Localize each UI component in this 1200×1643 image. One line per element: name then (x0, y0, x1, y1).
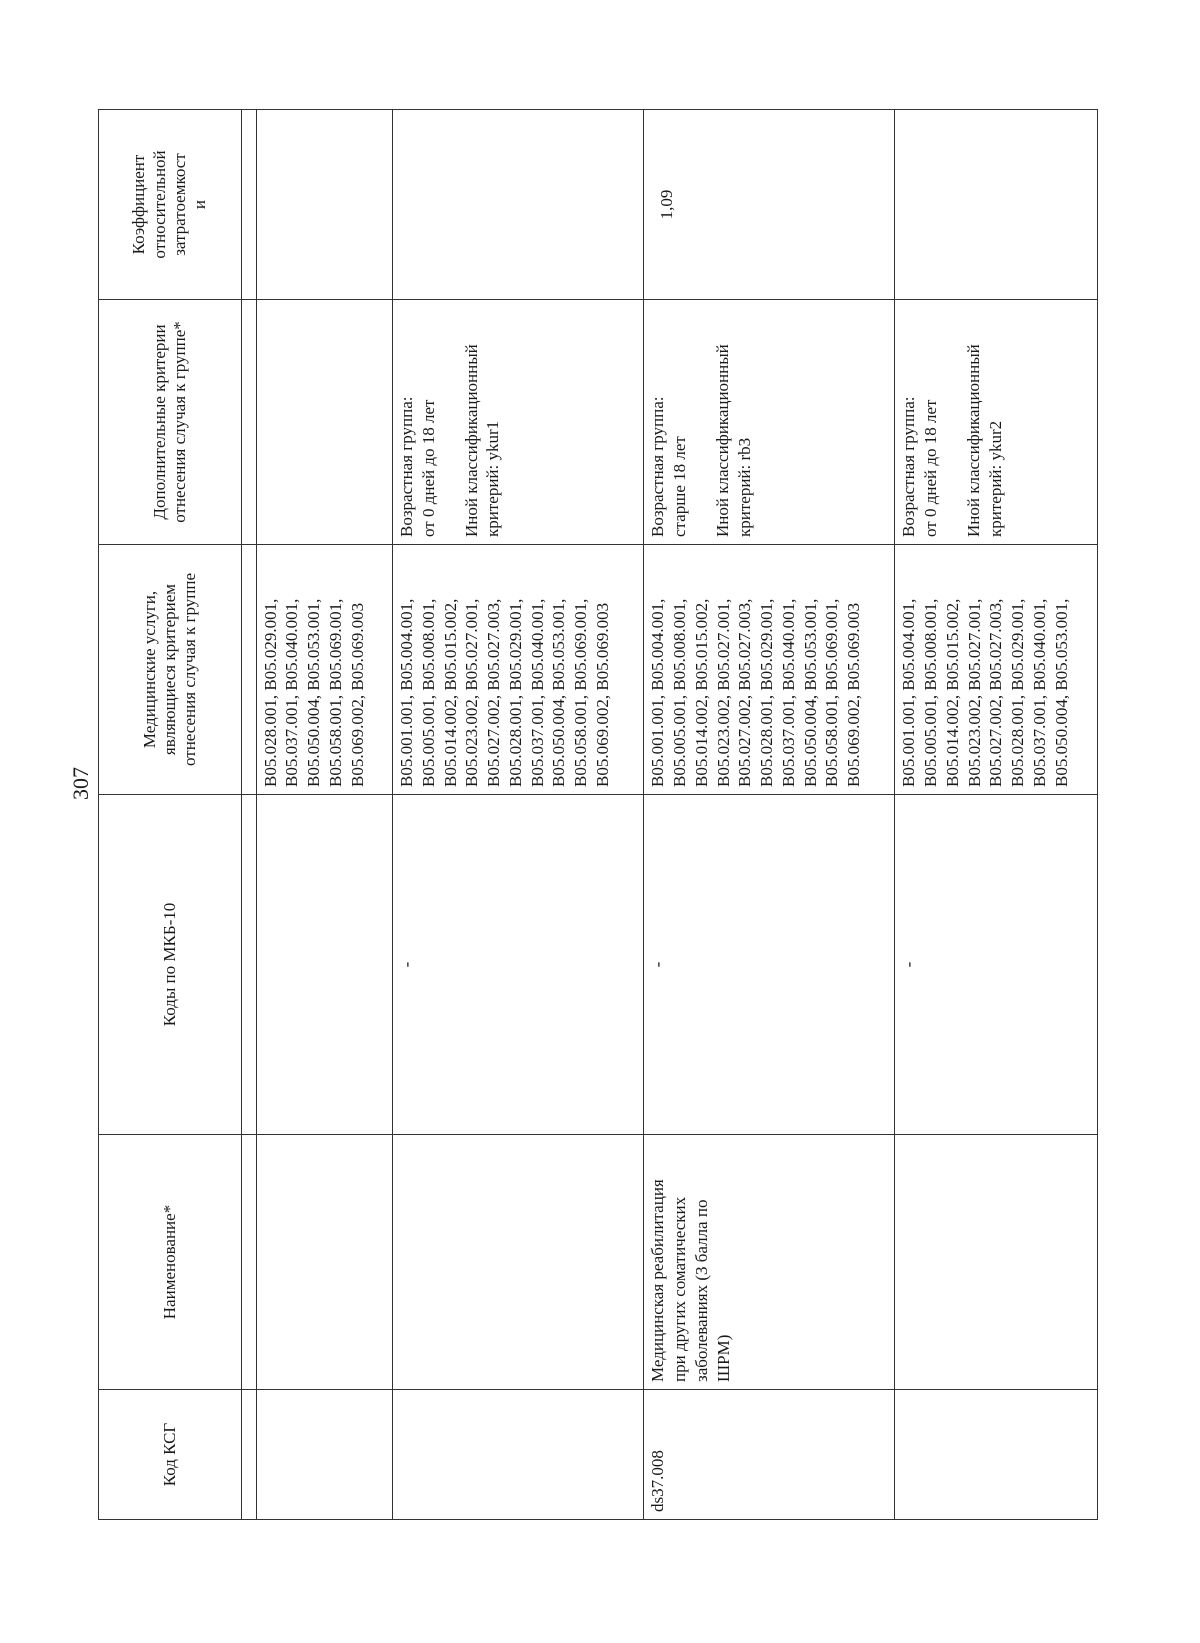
header-services-line: Медицинские услуги, (139, 590, 159, 749)
table-row (393, 110, 644, 1520)
criterion-line: критерий: ykur1 (483, 420, 503, 537)
service-line: B05.005.001, B05.008.001, (418, 598, 438, 787)
age-group-line: старше 18 лет (670, 436, 690, 537)
spacer (942, 307, 963, 537)
service-line: B05.028.001, B05.029.001, (505, 598, 525, 787)
service-line: B05.050.004, B05.053.001, (1051, 598, 1071, 787)
services-cell (895, 545, 1098, 795)
icd-cell (256, 795, 392, 1135)
service-line: B05.014.002, B05.015.002, (691, 598, 711, 787)
spacer (440, 307, 461, 537)
coefficient-cell (256, 110, 392, 300)
page-number: 307 (68, 767, 93, 800)
name-line: Медицинская реабилитация (648, 1179, 668, 1382)
spacer-cell (242, 110, 257, 300)
header-extra-line: Дополнительные критерии (149, 324, 169, 520)
header-extra (99, 300, 242, 545)
service-line: B05.001.001, B05.004.001, (397, 598, 417, 787)
service-line: B05.014.002, B05.015.002, (942, 598, 962, 787)
header-services (99, 545, 242, 795)
header-coef-line: Коэффициент (129, 154, 149, 255)
spacer (691, 307, 712, 537)
header-services-line: являющиеся критерием (159, 583, 179, 756)
table-row (256, 110, 392, 1520)
service-line: B05.005.001, B05.008.001, (921, 598, 941, 787)
header-coefficient (99, 110, 242, 300)
service-line: B05.050.004, B05.053.001, (549, 598, 569, 787)
service-line: B05.023.002, B05.027.001, (964, 598, 984, 787)
criterion-line: критерий: ykur2 (985, 420, 1005, 537)
name-cell (644, 1135, 895, 1390)
age-group-line: Возрастная группа: (648, 396, 668, 537)
service-line: B05.001.001, B05.004.001, (899, 598, 919, 787)
spacer-row (242, 110, 257, 1520)
extra-cell (644, 300, 895, 545)
service-line: B05.037.001, B05.040.001, (1029, 598, 1049, 787)
header-coef-line: относительной (149, 150, 169, 259)
age-group-line: Возрастная группа: (899, 396, 919, 537)
criterion-line: Иной классификационный (712, 344, 732, 537)
code-cell (895, 1390, 1098, 1520)
service-line: B05.058.001, B05.069.001, (571, 598, 591, 787)
service-line: B05.050.004, B05.053.001, (304, 598, 324, 787)
service-line: B05.069.002, B05.069.003 (592, 602, 612, 787)
service-line: B05.027.002, B05.027.003, (735, 598, 755, 787)
icd-cell: - (895, 795, 1098, 1135)
service-line: B05.050.004, B05.053.001, (800, 598, 820, 787)
name-line: при других соматических (670, 1196, 690, 1382)
code-cell (256, 1390, 392, 1520)
service-line: B05.069.002, B05.069.003 (844, 602, 864, 787)
name-line: заболеваниях (3 балла по (691, 1199, 711, 1382)
services-cell (256, 545, 392, 795)
icd-cell: - (393, 795, 644, 1135)
spacer-cell (242, 545, 257, 795)
services-cell (644, 545, 895, 795)
criterion-line: критерий: rb3 (734, 437, 754, 537)
rotated-table-container (98, 110, 1098, 1520)
extra-cell (393, 300, 644, 545)
service-line: B05.027.002, B05.027.003, (986, 598, 1006, 787)
service-line: B05.001.001, B05.004.001, (648, 598, 668, 787)
coefficient-cell: 1,09 (644, 110, 895, 300)
service-line: B05.027.002, B05.027.003, (484, 598, 504, 787)
header-name: Наименование* (99, 1135, 242, 1390)
code-cell: ds37.008 (644, 1390, 895, 1520)
header-coef-line: затратоемкост (170, 153, 190, 256)
service-line: B05.005.001, B05.008.001, (670, 598, 690, 787)
service-line: B05.058.001, B05.069.001, (325, 598, 345, 787)
service-line: B05.037.001, B05.040.001, (778, 598, 798, 787)
name-cell (895, 1135, 1098, 1390)
extra-cell (895, 300, 1098, 545)
service-line: B05.037.001, B05.040.001, (527, 598, 547, 787)
criterion-line: Иной классификационный (461, 344, 481, 537)
coefficient-cell (895, 110, 1098, 300)
icd-cell: - (644, 795, 895, 1135)
service-line: B05.028.001, B05.029.001, (1008, 598, 1028, 787)
service-line: B05.014.002, B05.015.002, (440, 598, 460, 787)
age-group-line: от 0 дней до 18 лет (418, 399, 438, 537)
code-cell (393, 1390, 644, 1520)
criterion-line: Иной классификационный (963, 344, 983, 537)
service-line: B05.069.002, B05.069.003 (347, 602, 367, 787)
name-cell (256, 1135, 392, 1390)
spacer-cell (242, 1390, 257, 1520)
age-group-line: Возрастная группа: (397, 396, 417, 537)
header-services-line: отнесения случая к группе (180, 572, 200, 767)
services-cell (393, 545, 644, 795)
age-group-line: от 0 дней до 18 лет (921, 399, 941, 537)
extra-cell (256, 300, 392, 545)
spacer-cell (242, 795, 257, 1135)
header-row (99, 110, 242, 1520)
service-line: B05.037.001, B05.040.001, (282, 598, 302, 787)
header-extra-line: отнесения случая к группе* (170, 321, 190, 523)
name-line: ШРМ) (713, 1334, 733, 1382)
name-cell (393, 1135, 644, 1390)
service-line: B05.023.002, B05.027.001, (713, 598, 733, 787)
service-line: B05.023.002, B05.027.001, (462, 598, 482, 787)
service-line: B05.058.001, B05.069.001, (822, 598, 842, 787)
table-row (644, 110, 895, 1520)
spacer-cell (242, 1135, 257, 1390)
table-row (895, 110, 1098, 1520)
header-coef-line: и (190, 199, 210, 210)
spacer-cell (242, 300, 257, 545)
service-line: B05.028.001, B05.029.001, (757, 598, 777, 787)
ksg-table (98, 109, 1098, 1520)
header-code: Код КСГ (99, 1390, 242, 1520)
coefficient-cell (393, 110, 644, 300)
header-icd: Коды по МКБ-10 (99, 795, 242, 1135)
service-line: B05.028.001, B05.029.001, (260, 598, 280, 787)
